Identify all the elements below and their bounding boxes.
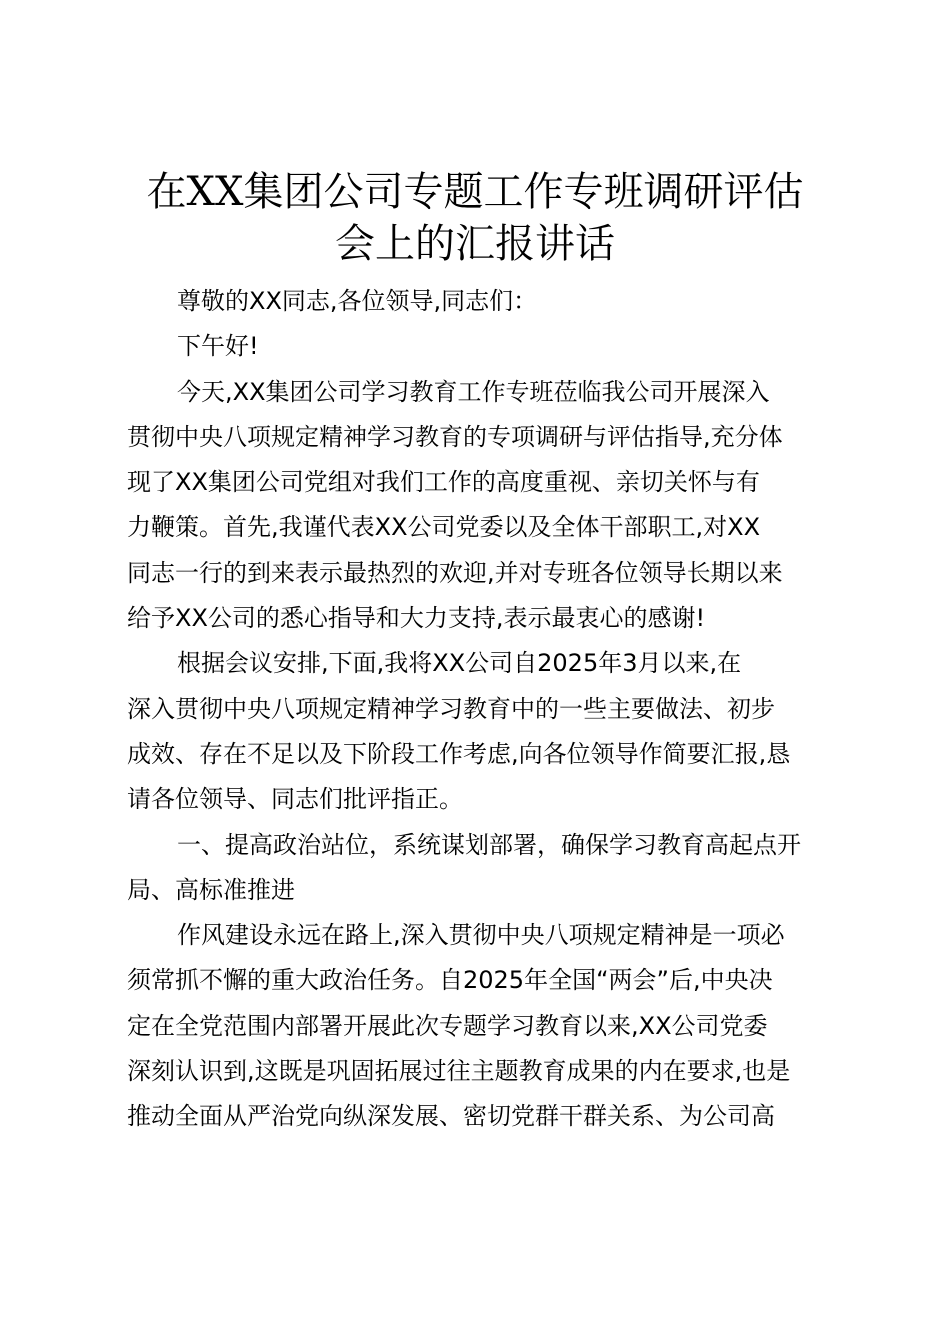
text-line: 同志一行的到来表示最热烈的欢迎,并对专班各位领导长期以来 <box>127 558 783 587</box>
text-line: 尊敬的XX同志,各位领导,同志们： <box>177 287 538 315</box>
text-line: 力鞭策。首先,我谨代表XX公司党委以及全体干部职工,对XX <box>127 513 761 542</box>
title-line-2: 会上的汇报讲话 <box>335 221 615 267</box>
section-heading <box>127 823 833 914</box>
paragraph-salutation <box>127 279 833 324</box>
text-line: 定在全党范围内部署开展此次专题学习教育以来,XX公司党委 <box>127 1011 768 1040</box>
paragraph-agenda <box>127 641 833 822</box>
text-line: 下午好! <box>177 332 259 361</box>
document-title <box>120 166 830 270</box>
text-line: 根据会议安排,下面,我将XX公司自2025年3月以来,在 <box>177 649 742 678</box>
text-line: 给予XX公司的悉心指导和大力支持,表示最衷心的感谢! <box>127 604 706 633</box>
text-line: 局、高标准推进 <box>127 875 295 904</box>
text-line: 成效、存在不足以及下阶段工作考虑,向各位领导作简要汇报,恳 <box>127 739 791 768</box>
title-line-1: 在XX集团公司专题工作专班调研评估 <box>146 169 804 215</box>
text-line: 深刻认识到,这既是巩固拓展过往主题教育成果的内在要求,也是 <box>127 1057 791 1086</box>
text-line: 请各位领导、同志们批评指正。 <box>127 785 463 814</box>
text-line: 推动全面从严治党向纵深发展、密切党群干群关系、为公司高 <box>127 1102 775 1131</box>
document-body <box>127 279 833 1140</box>
text-line: 贯彻中央八项规定精神学习教育的专项调研与评估指导,充分体 <box>127 422 783 451</box>
text-line: 深入贯彻中央八项规定精神学习教育中的一些主要做法、初步 <box>127 694 775 723</box>
text-line: 一、提高政治站位，系统谋划部署，确保学习教育高起点开 <box>177 830 801 859</box>
text-line: 今天,XX集团公司学习教育工作专班莅临我公司开展深入 <box>177 377 770 406</box>
paragraph-greeting <box>127 324 833 369</box>
text-line: 现了XX集团公司党组对我们工作的高度重视、亲切关怀与有 <box>127 468 760 497</box>
paragraph-welcome <box>127 370 833 642</box>
text-line: 须常抓不懈的重大政治任务。自2025年全国“两会”后,中央决 <box>127 966 773 995</box>
paragraph-section-body <box>127 913 833 1139</box>
text-line: 作风建设永远在路上,深入贯彻中央八项规定精神是一项必 <box>177 921 785 950</box>
